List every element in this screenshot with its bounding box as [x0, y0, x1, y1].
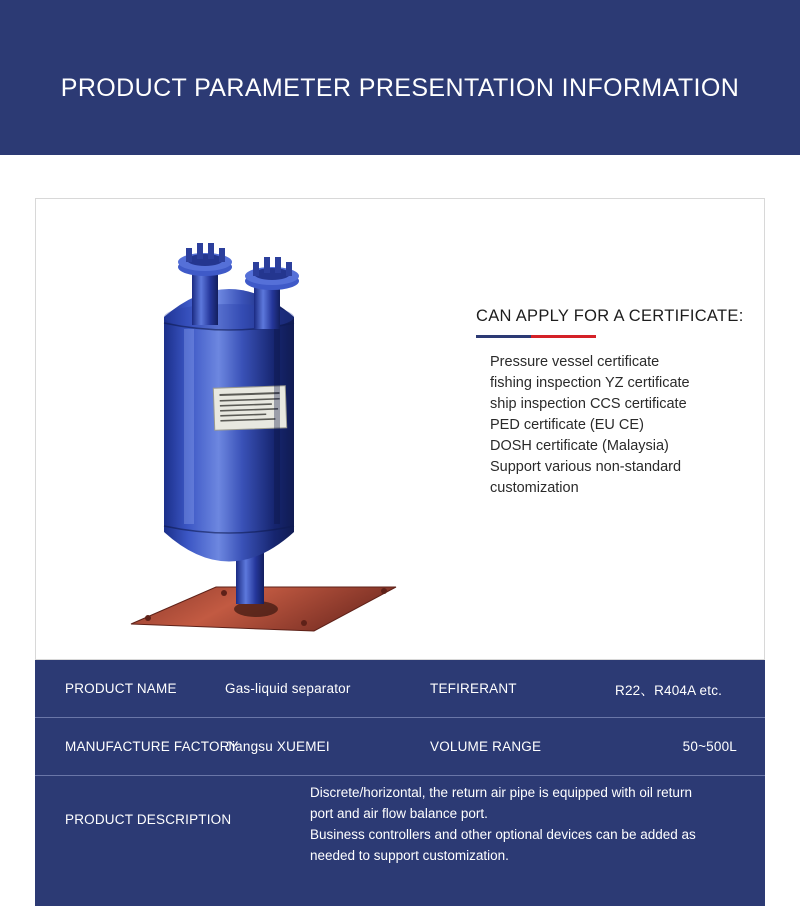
table-row — [35, 660, 765, 718]
spec-label-manufacture-factory: MANUFACTURE FACTORY — [65, 739, 239, 754]
spec-label-product-name: PRODUCT NAME — [65, 681, 177, 696]
spec-value-volume-range: 50~500L — [682, 739, 737, 754]
list-item: Pressure vessel certificate — [490, 354, 660, 370]
spec-value-manufacture-factory: Jiangsu XUEMEI — [225, 739, 330, 754]
list-item: Support various non-standard — [490, 459, 682, 475]
spec-label-volume-range: VOLUME RANGE — [430, 739, 542, 754]
certificate-list — [476, 352, 756, 499]
table-row-description — [35, 776, 765, 862]
table-row — [35, 718, 765, 776]
spec-label-refrigerant: TEFIRERANT — [430, 681, 517, 696]
description-line: needed to support customization. — [310, 848, 509, 863]
certificate-divider — [476, 335, 596, 338]
list-item: ship inspection CCS certificate — [490, 396, 687, 412]
list-item: customization — [490, 480, 579, 496]
description-line: Discrete/horizontal, the return air pipe is equipped with oil return — [310, 785, 692, 800]
description-line: port and air flow balance port. — [310, 806, 488, 821]
spec-value-product-description — [310, 782, 750, 866]
divider-segment-blue — [476, 335, 531, 338]
spec-label-product-description: PRODUCT DESCRIPTION — [65, 812, 232, 827]
list-item: fishing inspection YZ certificate — [490, 375, 690, 391]
specification-table — [35, 660, 765, 906]
list-item: DOSH certificate (Malaysia) — [490, 438, 669, 454]
product-image-panel — [35, 198, 765, 660]
certificate-block — [476, 307, 756, 499]
spec-value-refrigerant: R22、R404A etc. — [615, 682, 723, 698]
page-title: PRODUCT PARAMETER PRESENTATION INFORMATION — [60, 74, 740, 102]
certificate-title: CAN APPLY FOR A CERTIFICATE: — [476, 307, 744, 325]
product-photo — [96, 219, 446, 639]
list-item: PED certificate (EU CE) — [490, 417, 644, 433]
description-line: Business controllers and other optional devices can be added as — [310, 827, 696, 842]
divider-segment-red — [531, 335, 596, 338]
gas-liquid-separator-illustration — [96, 219, 446, 639]
spec-value-product-name: Gas-liquid separator — [225, 681, 351, 696]
